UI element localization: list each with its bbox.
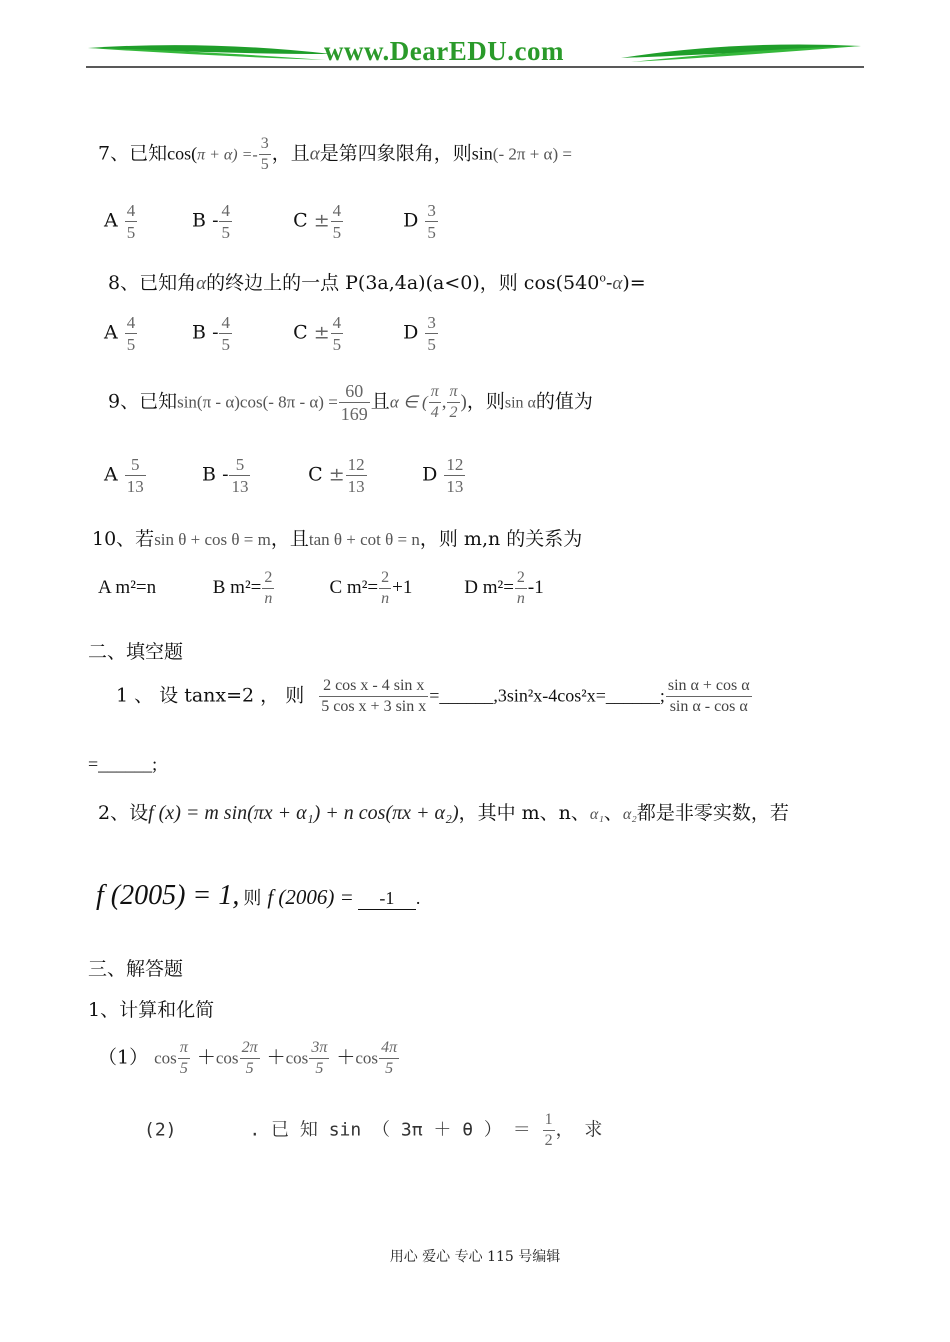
site-title: www.DearEDU.com [324, 36, 564, 66]
fill-2: 2、设f (x) = m sin(πx + α₁) + n cos(πx + α₂)，其中 m、n、α₁、α₂都是非零实数，若 [98, 802, 789, 824]
section-solve-title: 三、解答题 [88, 958, 184, 980]
option-d[interactable]: D $\frac{12}{13}$ [422, 455, 464, 496]
option-a[interactable]: A $\frac{4}{5}$ [104, 201, 136, 242]
q7-options [104, 202, 439, 241]
q9-stem: 9、已知sin(π - α)cos(- 8π - α) = $\frac{60}{169}$ 且α ∈ ( $\frac{\pi}{4}$ , $\frac{\pi}{2}$ )，则sin α的值为 [108, 381, 593, 424]
option-a[interactable]: A $\frac{4}{5}$ [104, 313, 136, 354]
section-fill-title: 二、填空题 [88, 641, 184, 663]
fill-1-line2: =______; [88, 754, 158, 774]
option-b[interactable]: B - $\frac{5}{13}$ [202, 455, 249, 496]
option-b[interactable]: B - $\frac{4}{5}$ [192, 313, 230, 354]
option-d[interactable]: D $\frac{3}{5}$ [403, 201, 436, 242]
q8-options [104, 314, 439, 353]
option-b[interactable]: B m²= $\frac{2}{n}$ [212, 569, 273, 607]
solve-1-part2: (2) . 已 知 sin （ 3π ＋ θ ） ＝ $\frac{1}{2}$ ， 求 [144, 1111, 603, 1149]
right-swoosh [621, 45, 861, 59]
option-c[interactable]: C ± $\frac{12}{13}$ [308, 455, 365, 496]
page-footer: 用心 爱心 专心 115 号编辑 [389, 1249, 561, 1265]
option-c[interactable]: C ± $\frac{4}{5}$ [293, 313, 342, 354]
q10-stem: 10、若sin θ + cos θ = m，且tan θ + cot θ = n，则 m,n 的关系为 [92, 528, 583, 550]
header-banner [86, 36, 864, 72]
q10-options [98, 570, 544, 607]
option-a[interactable]: A $\frac{5}{13}$ [104, 455, 144, 496]
q7-stem: 7、已知cos(π + α) =- $\frac{3}{5}$ ，且α是第四象限角，则sin(- 2π + α) = [98, 135, 572, 173]
option-c[interactable]: C m²= $\frac{2}{n}$ +1 [329, 569, 413, 607]
solve-1-title: 1、计算和化简 [88, 999, 215, 1021]
option-d[interactable]: D $\frac{3}{5}$ [403, 313, 436, 354]
q9-options [104, 456, 466, 495]
fill-1: 1 、 设 tanx=2 ， 则 $\frac{\text{2 cos x - 4 sin x}}{\text{5 cos x + 3 sin x}}$ =______,3sin²x-4cos²x=______; $\frac{\text{sin α + cos α}}{\text{sin α - cos α}}$ [116, 677, 750, 715]
option-a[interactable]: A m²=n [98, 576, 157, 598]
option-c[interactable]: C ± $\frac{4}{5}$ [293, 201, 342, 242]
fill-2-line2: f (2005) = 1, 则 f (2006) = -1 . [96, 880, 421, 911]
q8-stem: 8、已知角α的终边上的一点 P(3a,4a)(a<0)，则 $\cos(540^o-\alpha)=$ [108, 271, 646, 294]
solve-1-part1: （1） cos $\frac{\pi}{5}$ ＋cos $\frac{2\pi}{5}$ ＋cos $\frac{3\pi}{5}$ ＋cos $\frac{4\pi}{5}$ [98, 1039, 398, 1077]
option-d[interactable]: D m²= $\frac{2}{n}$ -1 [464, 569, 544, 607]
option-b[interactable]: B - $\frac{4}{5}$ [192, 201, 230, 242]
